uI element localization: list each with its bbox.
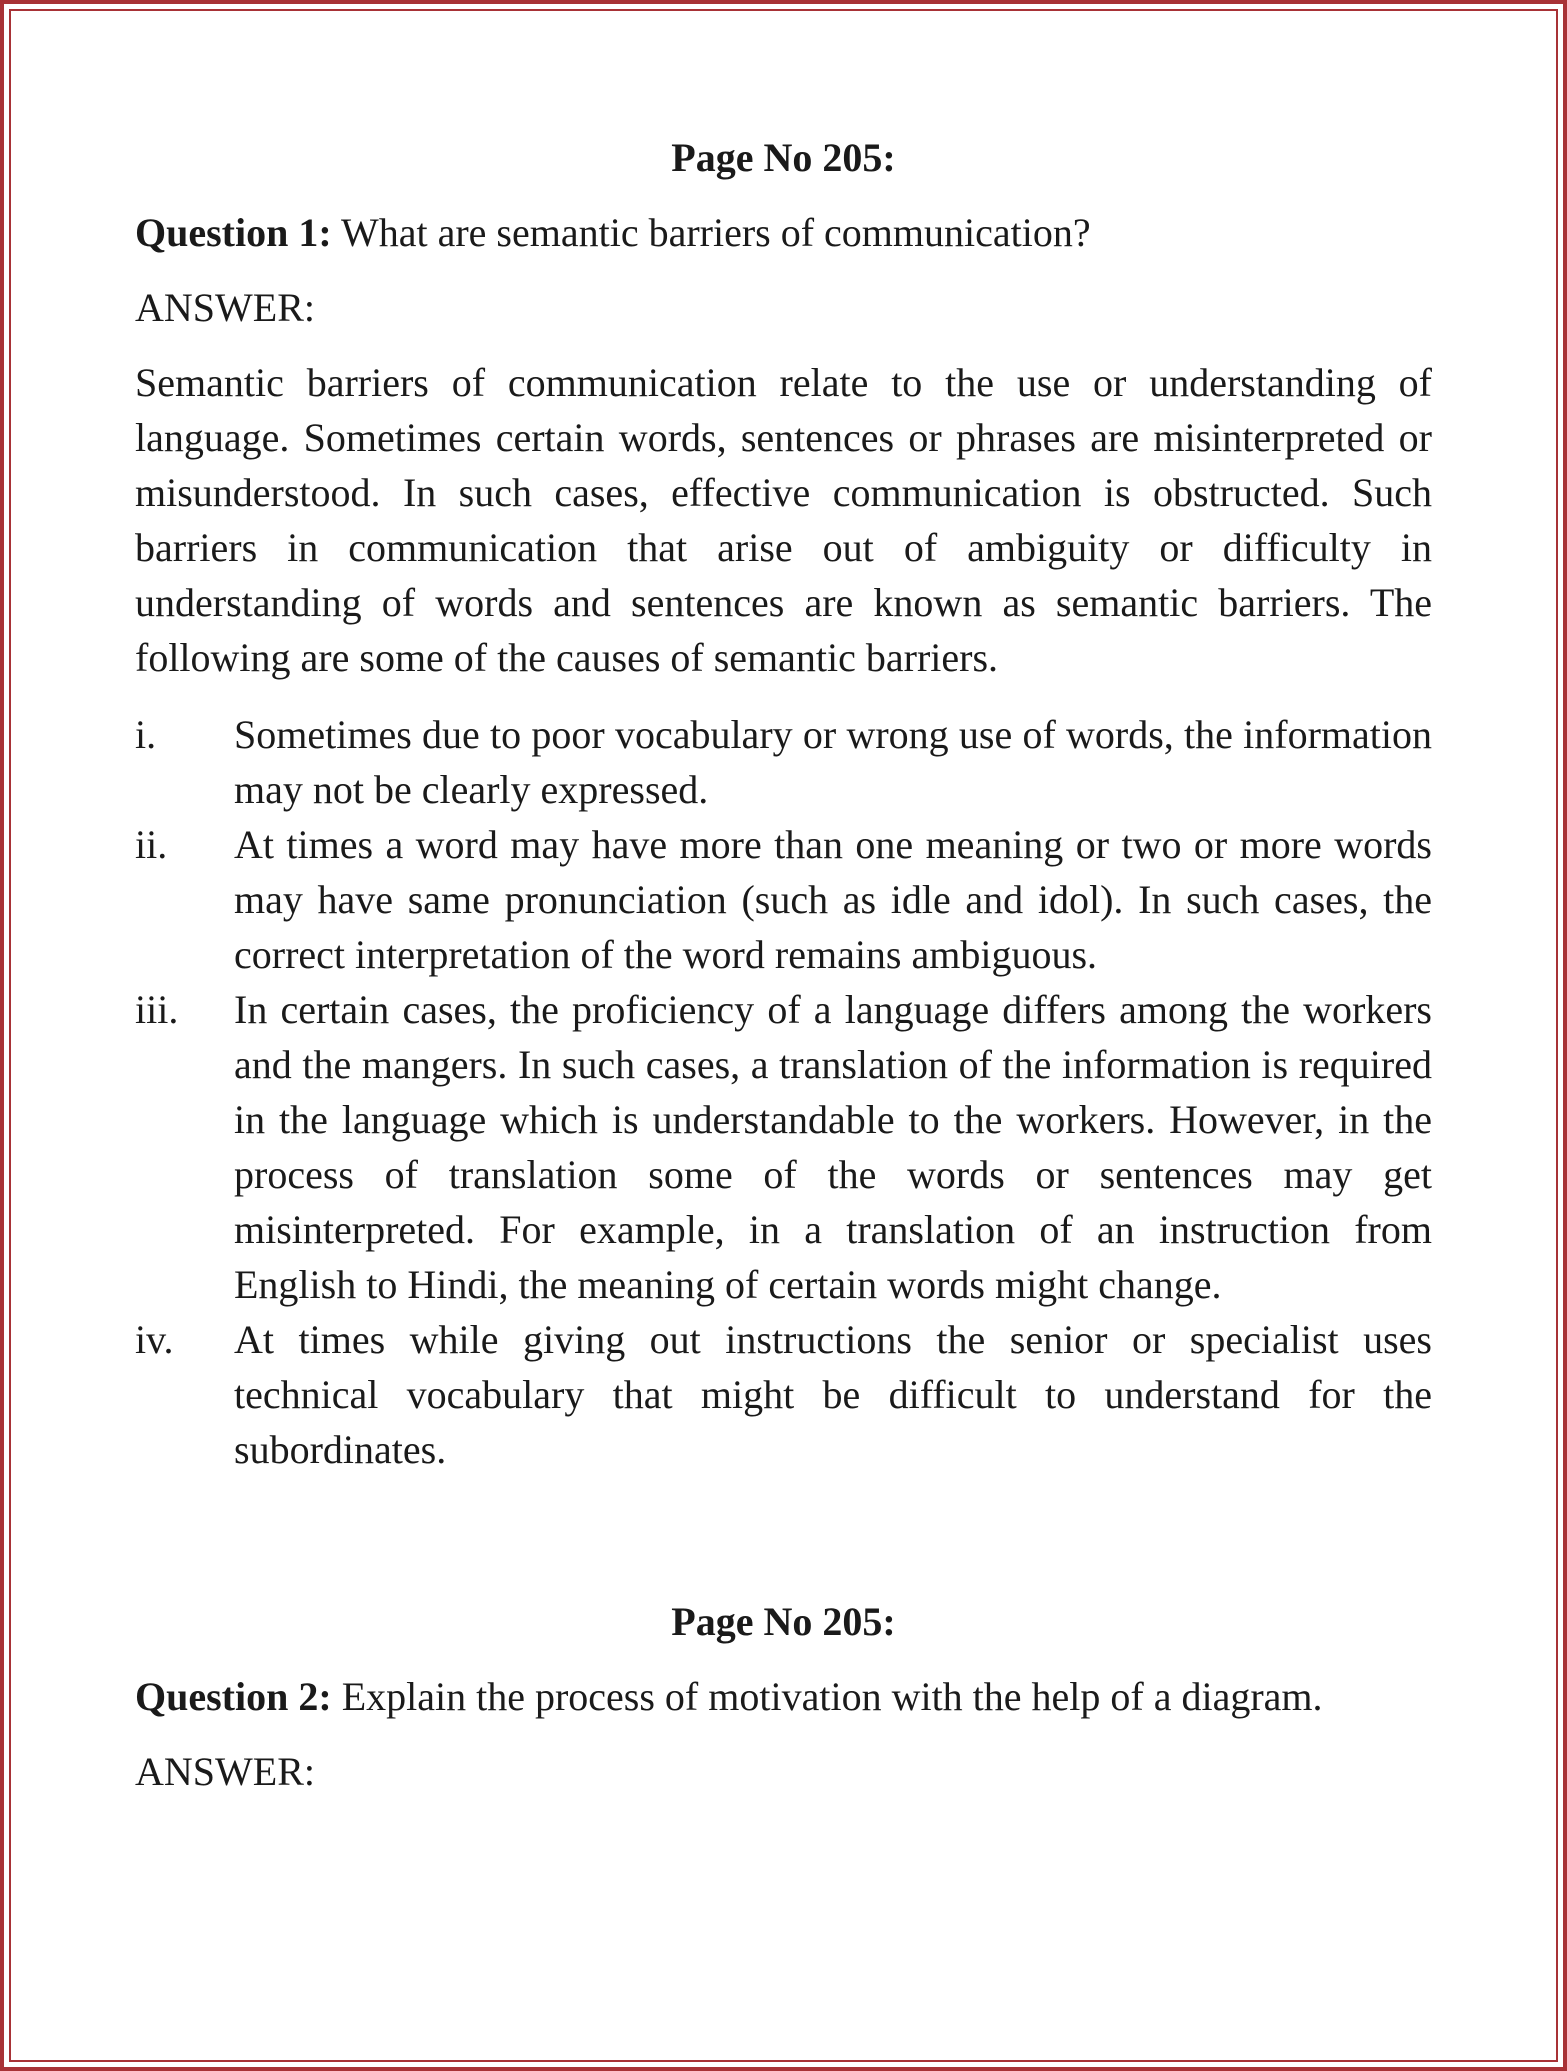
- question-1-text: What are semantic barriers of communication?: [331, 210, 1091, 255]
- question-2-label: Question 2:: [135, 1674, 332, 1719]
- list-item-marker: ii.: [135, 822, 168, 867]
- list-item-text: At times a word may have more than one meaning or two or more words may have same pronunciation (such as idle and idol). In such cases, the correct interpretation of the word remains ambiguous.: [234, 822, 1432, 977]
- answer-1-label: ANSWER:: [135, 285, 315, 330]
- answer-2-label: ANSWER:: [135, 1749, 315, 1794]
- list-item-marker: i.: [135, 712, 157, 757]
- question-1-label: Question 1:: [135, 210, 332, 255]
- question-1: [135, 205, 1432, 260]
- list-item-text: At times while giving out instructions the senior or specialist uses technical vocabulary that might be difficult to understand for the subordinates.: [234, 1317, 1432, 1472]
- list-item: [135, 982, 1432, 1312]
- list-item: [135, 707, 1432, 817]
- section-spacer: [135, 1477, 1432, 1594]
- page-heading-1: Page No 205:: [671, 135, 896, 180]
- causes-list: [135, 707, 1432, 1477]
- question-2: [135, 1669, 1432, 1724]
- answer-1-intro: Semantic barriers of communication relate to the use or understanding of language. Sometimes certain words, sentences or phrases are misinterpreted or misunderstood. In such cases, effective communication is obstructed. Such barriers in communication that arise out of ambiguity or difficulty in understanding of words and sentences are known as semantic barriers. The following are some of the causes of semantic barriers.: [135, 360, 1432, 680]
- list-item: [135, 817, 1432, 982]
- page-heading-2: Page No 205:: [671, 1599, 896, 1644]
- list-item: [135, 1312, 1432, 1477]
- document-content: [135, 130, 1432, 1819]
- list-item-marker: iv.: [135, 1317, 174, 1362]
- list-item-text: In certain cases, the proficiency of a language differs among the workers and the mangers. In such cases, a translation of the information is required in the language which is understandable to the workers. However, in the process of translation some of the words or sentences may get misinterpreted. For example, in a translation of an instruction from English to Hindi, the meaning of certain words might change.: [234, 987, 1432, 1307]
- list-item-marker: iii.: [135, 987, 179, 1032]
- list-item-text: Sometimes due to poor vocabulary or wrong use of words, the information may not be clearly expressed.: [234, 712, 1432, 812]
- question-2-text: Explain the process of motivation with the help of a diagram.: [331, 1674, 1323, 1719]
